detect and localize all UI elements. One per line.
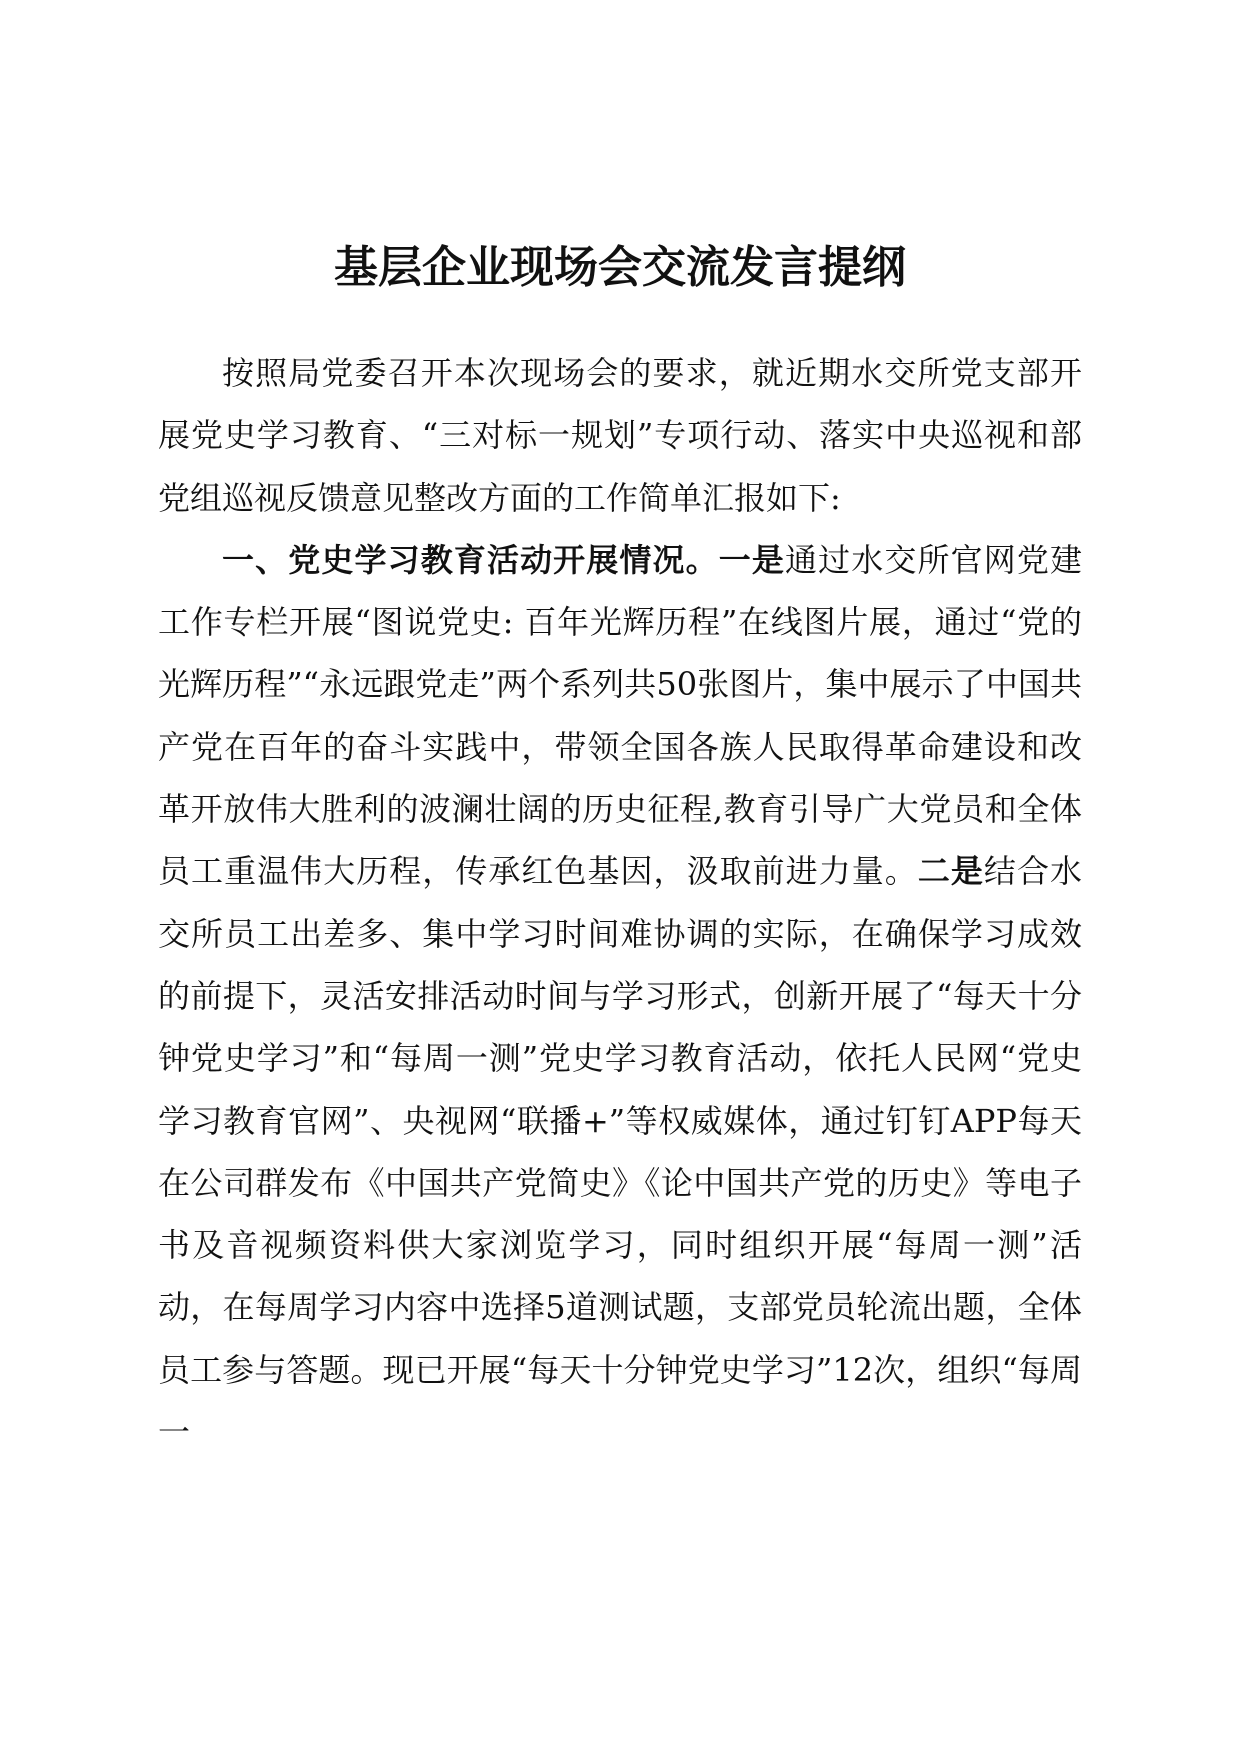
document-body — [158, 342, 1082, 1463]
point-1-text: 通过水交所官网党建工作专栏开展“图说党史: 百年光辉历程”在线图片展，通过“党的光辉历程”“永远跟党走”两个系列共50张图片，集中展示了中国共产党在百年的奋斗实践中，带领全国各族人民取得革命建设和改革开放伟大胜利的波澜壮阔的历史征程,教育引导广大党员和全体员工重温伟大历程，传承红色基因，汲取前进力量。 — [158, 540, 1082, 891]
section-1-heading: 一、党史学习教育活动开展情况。 — [222, 540, 719, 579]
point-1-label: 一是 — [718, 540, 786, 579]
point-2-text: 结合水交所员工出差多、集中学习时间难协调的实际，在确保学习成效的前提下，灵活安排活动时间与学习形式，创新开展了“每天十分钟党史学习”和“每周一测”党史学习教育活动，依托人民网“党史学习教育官网”、央视网“联播+”等权威媒体，通过钉钉APP每天在公司群发布《中国共产党简史》《论中国共产党的历史》等电子书及音视频资料供大家浏览学习，同时组织开展“每周一测”活动，在每周学习内容中选择5道测试题，支部党员轮流出题，全体员工参与答题。现已开展“每天十分钟党史学习”12次，组织“每周一 — [158, 852, 1082, 1452]
point-2-label: 二是 — [917, 852, 984, 891]
document-title: 基层企业现场会交流发言提纲 — [334, 242, 906, 293]
intro-paragraph: 按照局党委召开本次现场会的要求，就近期水交所党支部开展党史学习教育、“三对标一规划”专项行动、落实中央巡视和部党组巡视反馈意见整改方面的工作简单汇报如下: — [158, 354, 1082, 517]
section-1-paragraph — [158, 529, 1082, 1463]
